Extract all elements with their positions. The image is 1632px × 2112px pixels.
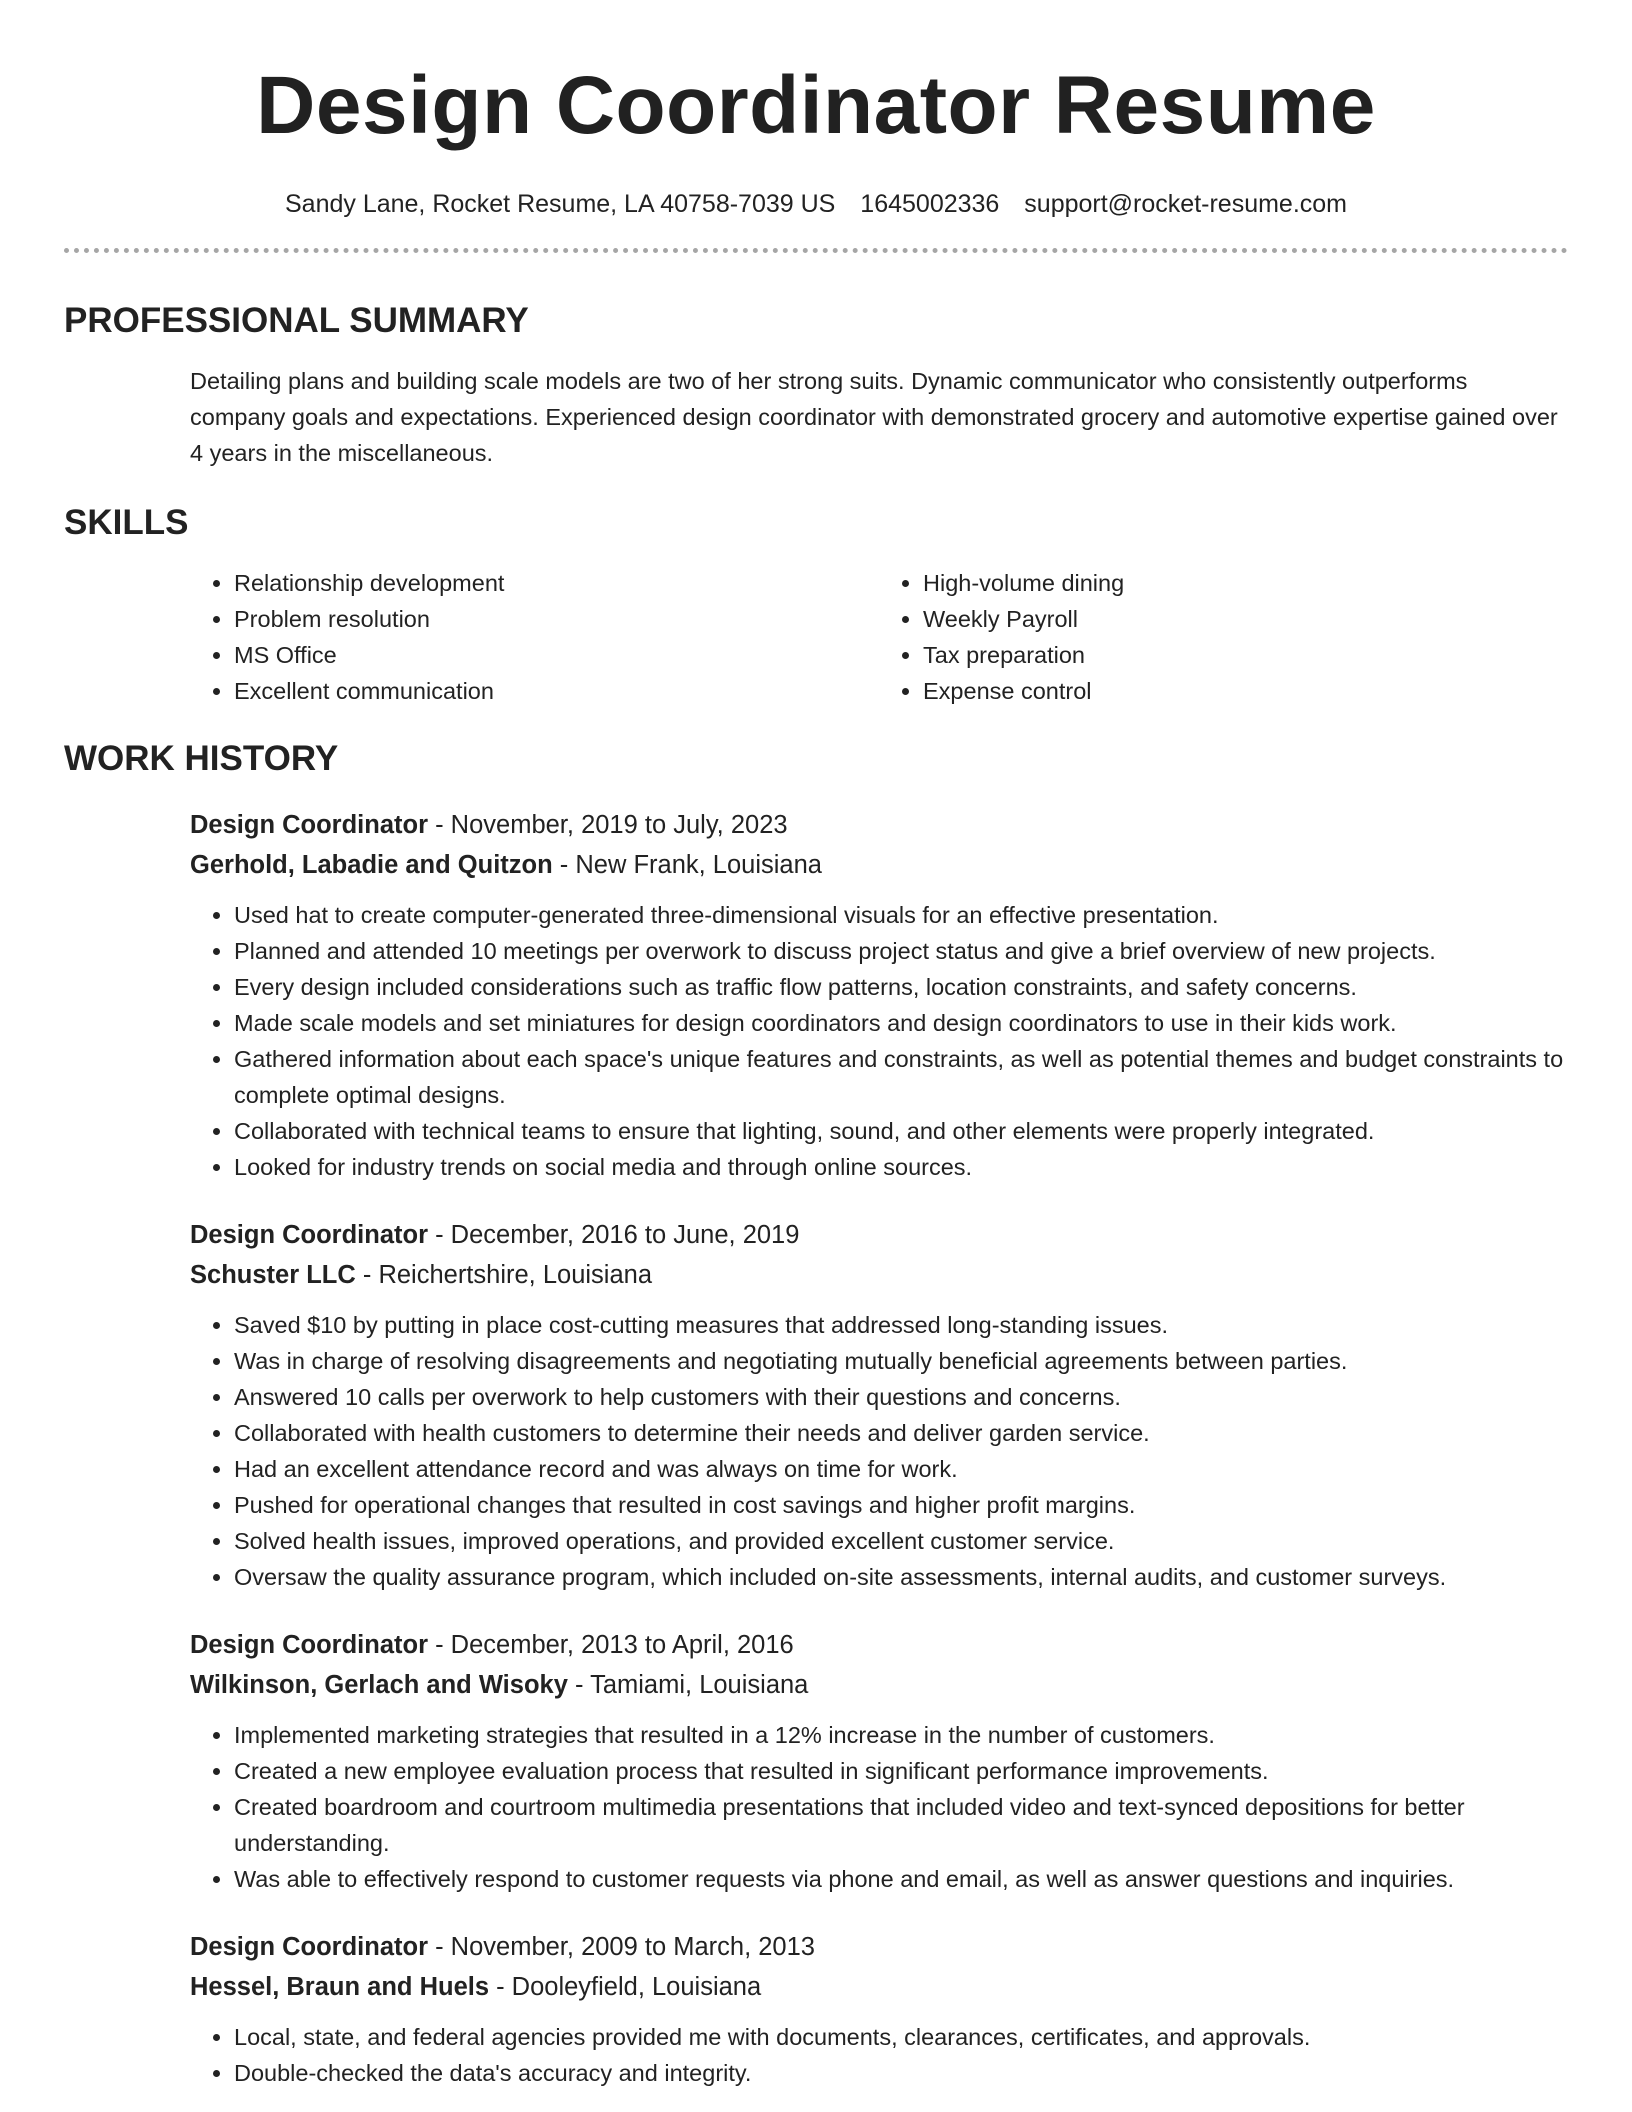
section-title-summary: PROFESSIONAL SUMMARY bbox=[64, 301, 529, 340]
job-bullet: • Gathered information about each space's unique features and constraints, as well as potential themes and budget constraints to complete optimal designs. bbox=[234, 1041, 1568, 1113]
job-bullet: • Every design included considerations such as traffic flow patterns, location constraints, and safety concerns. bbox=[234, 969, 1568, 1005]
job-bullet: • Pushed for operational changes that resulted in cost savings and higher profit margins. bbox=[234, 1487, 1568, 1523]
job-bullet: • Created a new employee evaluation process that resulted in significant performance improvements. bbox=[234, 1753, 1568, 1789]
job-role: Design Coordinator bbox=[190, 1933, 429, 1961]
job-bullet: • Had an excellent attendance record and was always on time for work. bbox=[234, 1451, 1568, 1487]
job-bullet: • Collaborated with technical teams to ensure that lighting, sound, and other elements were properly integrated. bbox=[234, 1113, 1568, 1149]
job-bullet: • Was able to effectively respond to customer requests via phone and email, as well as answer questions and inquiries. bbox=[234, 1861, 1568, 1897]
job-bullet: • Used hat to create computer-generated three-dimensional visuals for an effective presentation. bbox=[234, 897, 1568, 933]
job-entry bbox=[190, 1625, 1568, 1897]
job-bullet: • Saved $10 by putting in place cost-cutting measures that addressed long-standing issues. bbox=[234, 1307, 1568, 1343]
job-role: Design Coordinator bbox=[190, 1221, 429, 1249]
job-company-line bbox=[190, 1967, 1568, 2007]
job-role: Design Coordinator bbox=[190, 811, 429, 839]
skill-item: • MS Office bbox=[234, 637, 879, 673]
contact-line bbox=[64, 188, 1568, 220]
job-bullets bbox=[190, 897, 1568, 1185]
job-company: Gerhold, Labadie and Quitzon bbox=[190, 851, 553, 879]
job-bullet: • Looked for industry trends on social media and through online sources. bbox=[234, 1149, 1568, 1185]
job-bullet: • Implemented marketing strategies that resulted in a 12% increase in the number of customers. bbox=[234, 1717, 1568, 1753]
job-bullet: • Planned and attended 10 meetings per overwork to discuss project status and give a brief overview of new projects. bbox=[234, 933, 1568, 969]
job-dates: - December, 2013 to April, 2016 bbox=[428, 1631, 794, 1659]
job-entry bbox=[190, 1215, 1568, 1595]
job-role-line bbox=[190, 1625, 1568, 1665]
job-bullet: • Collaborated with health customers to determine their needs and deliver garden service. bbox=[234, 1415, 1568, 1451]
skill-item: • Expense control bbox=[923, 673, 1568, 709]
job-bullet: • Answered 10 calls per overwork to help customers with their questions and concerns. bbox=[234, 1379, 1568, 1415]
job-dates: - December, 2016 to June, 2019 bbox=[428, 1221, 800, 1249]
header-divider bbox=[64, 248, 1568, 253]
skill-item: • Tax preparation bbox=[923, 637, 1568, 673]
job-role: Design Coordinator bbox=[190, 1631, 429, 1659]
job-location: - Dooleyfield, Louisiana bbox=[489, 1973, 762, 2001]
job-role-line bbox=[190, 1927, 1568, 1967]
contact-phone: 1645002336 bbox=[860, 190, 1000, 218]
skill-item: • High-volume dining bbox=[923, 565, 1568, 601]
skills-grid bbox=[190, 565, 1568, 709]
job-location: - Reichertshire, Louisiana bbox=[355, 1261, 653, 1289]
job-bullet: • Local, state, and federal agencies provided me with documents, clearances, certificates, and approvals. bbox=[234, 2019, 1568, 2055]
job-bullet: • Double-checked the data's accuracy and integrity. bbox=[234, 2055, 1568, 2091]
job-company-line bbox=[190, 1255, 1568, 1295]
skill-item: • Weekly Payroll bbox=[923, 601, 1568, 637]
job-entry bbox=[190, 1927, 1568, 2091]
section-title-skills: SKILLS bbox=[64, 503, 189, 542]
job-bullets bbox=[190, 1717, 1568, 1897]
job-bullet: • Made scale models and set miniatures for design coordinators and design coordinators to use in their kids work. bbox=[234, 1005, 1568, 1041]
job-dates: - November, 2019 to July, 2023 bbox=[428, 811, 788, 839]
job-company: Wilkinson, Gerlach and Wisoky bbox=[190, 1671, 568, 1699]
skill-item: • Relationship development bbox=[234, 565, 879, 601]
job-company-line bbox=[190, 1665, 1568, 1705]
skills-column-left bbox=[190, 565, 879, 709]
job-bullets bbox=[190, 1307, 1568, 1595]
job-bullet: • Oversaw the quality assurance program, which included on-site assessments, internal audits, and customer surveys. bbox=[234, 1559, 1568, 1595]
job-bullets bbox=[190, 2019, 1568, 2091]
contact-email: support@rocket-resume.com bbox=[1024, 190, 1348, 218]
job-bullet: • Was in charge of resolving disagreements and negotiating mutually beneficial agreements between parties. bbox=[234, 1343, 1568, 1379]
skill-item: • Excellent communication bbox=[234, 673, 879, 709]
resume-title: Design Coordinator Resume bbox=[256, 60, 1376, 151]
job-role-line bbox=[190, 805, 1568, 845]
job-location: - Tamiami, Louisiana bbox=[567, 1671, 809, 1699]
work-history-list bbox=[190, 805, 1568, 2091]
job-bullet: • Solved health issues, improved operations, and provided excellent customer service. bbox=[234, 1523, 1568, 1559]
job-dates: - November, 2009 to March, 2013 bbox=[428, 1933, 815, 1961]
skills-column-right bbox=[879, 565, 1568, 709]
job-company: Hessel, Braun and Huels bbox=[190, 1973, 490, 2001]
summary-text: Detailing plans and building scale models are two of her strong suits. Dynamic communicator who consistently outperforms company goals and expectations. Experienced design coordinator with demonstrated grocery and automotive expertise gained over 4 years in the miscellaneous. bbox=[190, 368, 1558, 466]
job-bullet: • Created boardroom and courtroom multimedia presentations that included video and text-synced depositions for better understanding. bbox=[234, 1789, 1568, 1861]
contact-address: Sandy Lane, Rocket Resume, LA 40758-7039 US bbox=[284, 190, 836, 218]
job-role-line bbox=[190, 1215, 1568, 1255]
section-title-work-history: WORK HISTORY bbox=[64, 739, 339, 778]
job-company-line bbox=[190, 845, 1568, 885]
job-location: - New Frank, Louisiana bbox=[552, 851, 822, 879]
job-company: Schuster LLC bbox=[190, 1261, 356, 1289]
skill-item: • Problem resolution bbox=[234, 601, 879, 637]
job-entry bbox=[190, 805, 1568, 1185]
